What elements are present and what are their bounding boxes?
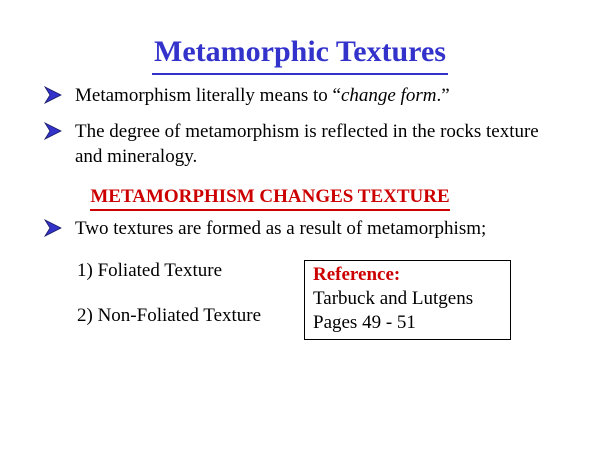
bullet-text-1-prefix: Metamorphism literally means to “ [75,85,341,106]
slide-title [0,34,600,75]
bullet-text-2: The degree of metamorphism is reflected in the rocks texture and mineralogy. [75,121,539,167]
reference-line-pages: Pages 49 - 51 [313,312,416,333]
arrow-bullet-icon [44,219,62,237]
bullet-text-1-emphasis: change form [340,85,437,106]
arrow-bullet-icon [44,122,62,140]
texture-item-foliated: 1) Foliated Texture [77,260,223,281]
bullet-text-1-suffix: .” [436,85,450,106]
emphasis-heading-text: METAMORPHISM CHANGES TEXTURE [90,186,449,211]
bullet-text-1 [75,83,545,108]
arrow-bullet-icon [44,86,62,104]
bullet-text-3: Two textures are formed as a result of metamorphism; [75,218,487,239]
reference-box [304,260,511,340]
reference-line-authors: Tarbuck and Lutgens [313,288,474,309]
texture-item-non-foliated: 2) Non-Foliated Texture [77,305,262,326]
slide-title-text: Metamorphic Textures [152,34,448,75]
reference-heading: Reference: [313,264,401,285]
emphasis-heading [0,186,540,211]
